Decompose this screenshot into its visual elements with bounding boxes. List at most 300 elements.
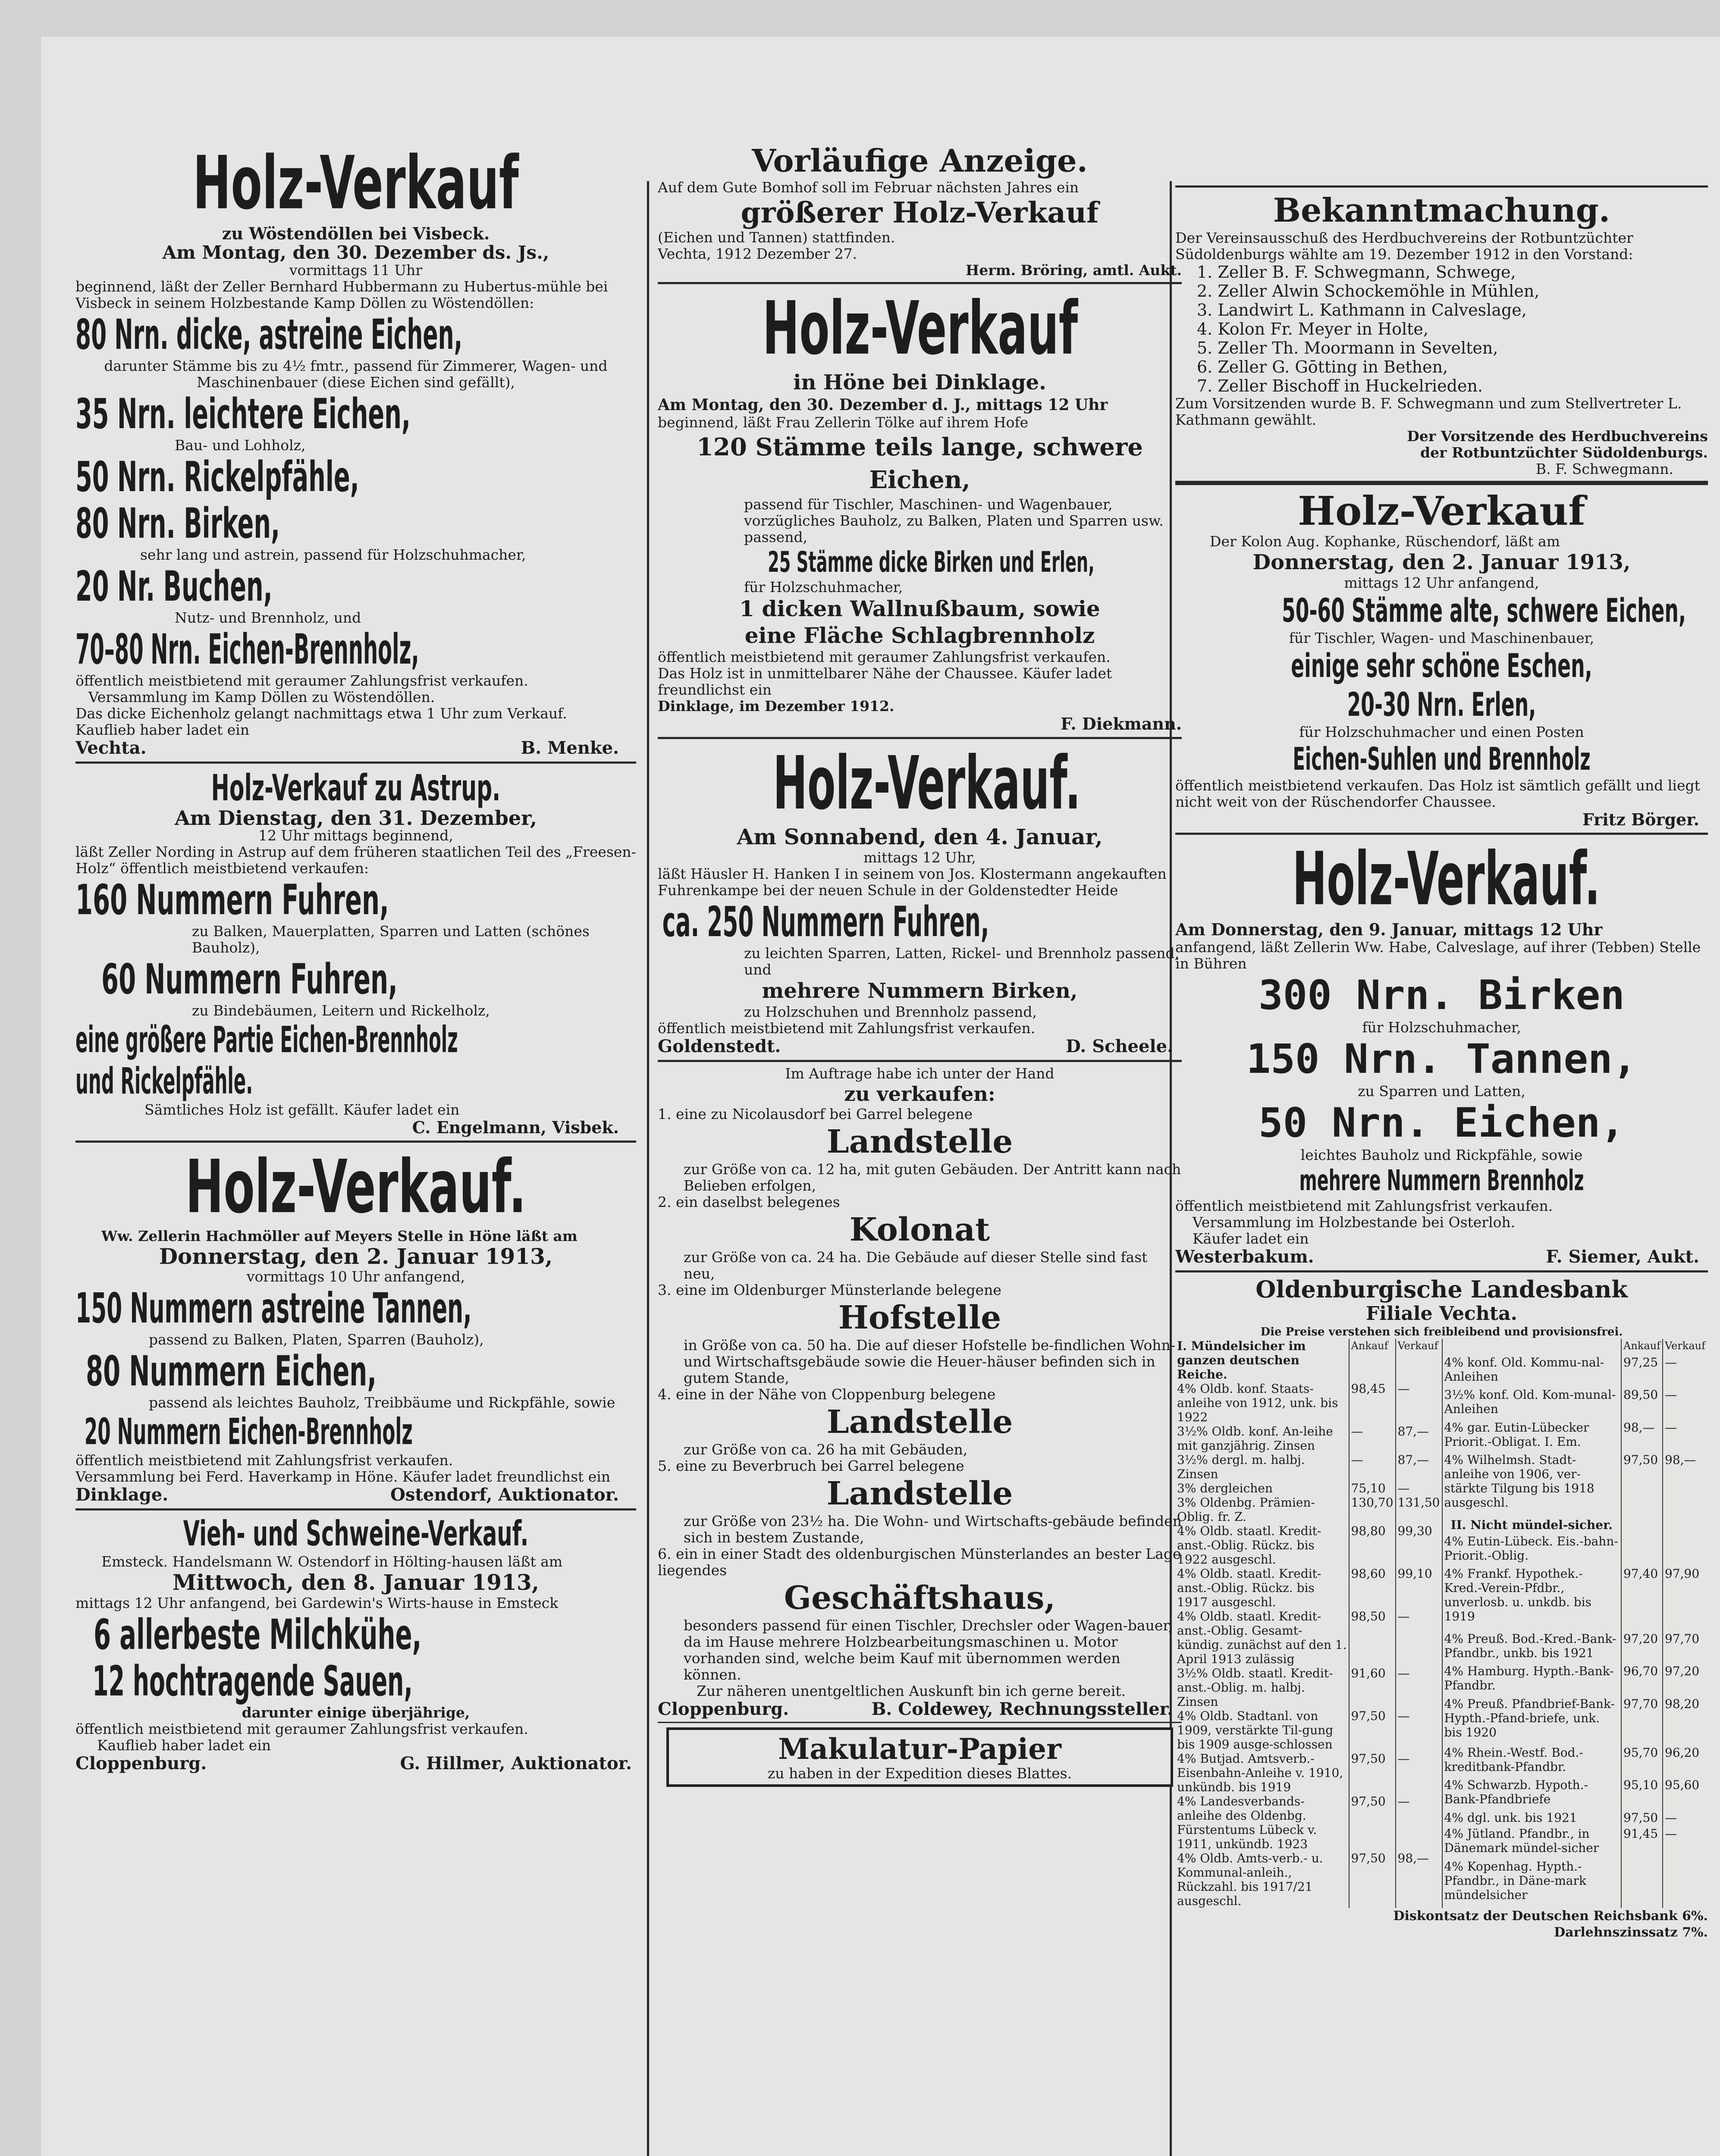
bank-title: Oldenburgische Landesbank bbox=[1255, 1276, 1628, 1303]
table-row bbox=[1442, 1827, 1708, 1859]
sig-place: Vechta. bbox=[75, 738, 147, 758]
security-name-cell: 4% Hamburg. Hypth.-Bank-Pfandbr. bbox=[1442, 1664, 1622, 1696]
offer-line: eine Fläche Schlagbrennholz bbox=[744, 623, 1095, 648]
ankauf-cell: 130,70 bbox=[1349, 1495, 1396, 1524]
offer-line: Eichen-Suhlen und Brennholz bbox=[1293, 741, 1591, 777]
ad-text: Zum Vorsitzenden wurde B. F. Schwegmann und zum Stellvertreter L. Kathmann gewählt. bbox=[1175, 395, 1682, 428]
table-row bbox=[1442, 1811, 1708, 1827]
ad-divider bbox=[1175, 481, 1708, 485]
ad-text: Auf dem Gute Bomhof soll im Februar nächsten Jahres ein bbox=[658, 179, 1079, 196]
sig-name: Ostendorf, Auktionator. bbox=[390, 1485, 619, 1505]
item-intro: 3. eine im Oldenburger Münsterlande belegene bbox=[658, 1282, 1001, 1298]
ad-divider bbox=[658, 1722, 1182, 1723]
verkauf-cell: — bbox=[1665, 1810, 1677, 1825]
security-name-cell: 4% Landesverbands-anleihe des Oldenbg. Fürstentums Lübeck v. 1911, unkündb. 1923 bbox=[1175, 1794, 1349, 1851]
ankauf-cell: 97,25 bbox=[1621, 1355, 1663, 1388]
ad-conditions: öffentlich meistbietend mit Zahlungsfrist verkaufen. bbox=[75, 1452, 453, 1469]
table-row bbox=[1175, 1752, 1442, 1794]
ad-divider bbox=[75, 1141, 636, 1143]
security-name-cell: 4% Jütland. Pfandbr., in Dänemark mündel-sicher bbox=[1442, 1827, 1622, 1859]
offer-detail: passend für Tischler, Maschinen- und Wagenbauer, vorzügliches Bauholz, zu Balken, Platen und Sparren usw. passend, bbox=[744, 496, 1164, 545]
table-header-row bbox=[1442, 1339, 1708, 1355]
ad-title: Holz-Verkauf zu Astrup. bbox=[211, 767, 501, 809]
sig-place: Dinklage. bbox=[75, 1485, 169, 1505]
ad-divider bbox=[1175, 1270, 1708, 1272]
bank-footer: Diskontsatz der Deutschen Reichsbank 6%. bbox=[1393, 1908, 1708, 1924]
table-header-cell: I. Mündelsicher im ganzen deutschen Reiche. bbox=[1175, 1339, 1349, 1382]
item-title: Landstelle bbox=[826, 1404, 1013, 1441]
table-row bbox=[1442, 1388, 1708, 1420]
table-row bbox=[1175, 1524, 1442, 1567]
ankauf-cell: 95,70 bbox=[1621, 1745, 1663, 1778]
offer-line: 300 Nrn. Birken bbox=[1259, 972, 1625, 1019]
ankauf-cell: 91,45 bbox=[1621, 1827, 1663, 1859]
ad-divider bbox=[658, 1060, 1182, 1062]
offer-detail: für Holzschuhmacher, bbox=[1362, 1019, 1521, 1036]
ad-intro: läßt Zeller Nording in Astrup auf dem früheren staatlichen Teil des „Freesen-Holz“ öffentlich meistbietend verkaufen: bbox=[75, 843, 636, 877]
ankauf-cell bbox=[1621, 1859, 1663, 1908]
ankauf-cell: 98,80 bbox=[1349, 1524, 1396, 1567]
ad-title: Holz-Verkauf bbox=[193, 142, 519, 226]
ad-signature: Herm. Bröring, amtl. Aukt. bbox=[966, 262, 1182, 279]
table-row bbox=[1442, 1534, 1708, 1567]
table-row bbox=[1175, 1666, 1442, 1709]
item-intro: 6. ein in einer Stadt des oldenburgischen Münsterlandes an bester Lage liegendes bbox=[658, 1545, 1181, 1579]
offer-detail: passend zu Balken, Platen, Sparren (Bauholz), bbox=[149, 1331, 484, 1348]
security-name-cell: 4% Rhein.-Westf. Bod.-kreditbank-Pfandbr. bbox=[1442, 1745, 1622, 1778]
ad-headline: größerer Holz-Verkauf bbox=[741, 196, 1099, 229]
offer-line: 50 Nrn. Eichen, bbox=[1259, 1100, 1625, 1147]
security-name-cell: 4% Oldb. konf. Staats-anleihe von 1912, unk. bis 1922 bbox=[1175, 1382, 1349, 1424]
verkauf-cell: — bbox=[1397, 1709, 1410, 1723]
ad-conditions: öffentlich meistbietend mit Zahlungsfrist verkaufen. bbox=[1175, 1197, 1553, 1214]
ad-conditions: Versammlung im Kamp Döllen zu Wöstendöllen. bbox=[88, 689, 435, 705]
table-row bbox=[1175, 1424, 1442, 1453]
offer-line: und Rickelpfähle. bbox=[75, 1060, 253, 1102]
offer-line: 80 Nrn. dicke, astreine Eichen, bbox=[75, 310, 463, 359]
ad-intro: Emsteck. Handelsmann W. Ostendorf in Hölting-hausen läßt am bbox=[101, 1553, 563, 1570]
table-row bbox=[1175, 1709, 1442, 1752]
ad-title: Holz-Verkauf. bbox=[773, 743, 1081, 826]
bank-note: Die Preise verstehen sich freibleibend und provisionsfrei. bbox=[1260, 1326, 1623, 1338]
sig-name: B. Coldewey, Rechnungssteller. bbox=[871, 1699, 1173, 1719]
sig-name: F. Siemer, Aukt. bbox=[1546, 1247, 1699, 1267]
ankauf-cell: 97,40 bbox=[1621, 1567, 1663, 1632]
column-1 bbox=[75, 142, 636, 2156]
ad-date: Donnerstag, den 2. Januar 1913, bbox=[159, 1244, 553, 1269]
sig-place: Cloppenburg. bbox=[658, 1699, 789, 1719]
ad-divider bbox=[75, 761, 636, 764]
offer-detail: für Holzschuhmacher, bbox=[744, 579, 903, 595]
ad-intro: anfangend, läßt Zellerin Ww. Habe, Calveslage, auf ihrer (Tebben) Stelle in Bühren bbox=[1175, 939, 1701, 972]
column-2 bbox=[658, 142, 1182, 2156]
security-name-cell: 3½% Oldb. staatl. Kredit-anst.-Oblig. m. halbj. Zinsen bbox=[1175, 1666, 1349, 1709]
member-item: 1. Zeller B. F. Schwegmann, Schwege, bbox=[1197, 263, 1516, 282]
vorlaeufige-anzeige bbox=[658, 142, 1182, 279]
table-row bbox=[1442, 1355, 1708, 1388]
offer-detail: darunter Stämme bis zu 4½ fmtr., passend für Zimmerer, Wagen- und Maschinenbauer (diese Eichen sind gefällt), bbox=[104, 357, 608, 391]
offer-line: mehrere Nummern Birken, bbox=[762, 979, 1078, 1003]
security-name-cell: 4% dgl. unk. bis 1921 bbox=[1442, 1811, 1622, 1827]
table-row bbox=[1175, 1495, 1442, 1524]
item-text: zur Größe von 23½ ha. Die Wohn- und Wirtschafts-gebäude befinden sich in bestem Zustande, bbox=[684, 1513, 1182, 1546]
verkauf-cell: 98,— bbox=[1665, 1452, 1696, 1467]
ad-conditions: Das Holz ist in unmittelbarer Nähe der Chaussee. Käufer ladet freundlichst ein bbox=[658, 665, 1112, 698]
offer-detail: sehr lang und astrein, passend für Holzschuhmacher, bbox=[140, 546, 526, 563]
ad-date: Am Donnerstag, den 9. Januar, mittags 12 Uhr bbox=[1175, 920, 1603, 939]
ad-signature bbox=[658, 1699, 1182, 1719]
offer-line: mehrere Nummern Brennholz bbox=[1299, 1164, 1584, 1197]
verkauf-cell: 87,— bbox=[1397, 1424, 1429, 1438]
ad-intro: Der Kolon Aug. Kophanke, Rüschendorf, läßt am bbox=[1210, 533, 1560, 550]
table-row bbox=[1442, 1567, 1708, 1632]
offer-line: 1 dicken Wallnußbaum, sowie bbox=[739, 596, 1100, 621]
security-name-cell: 3½% Oldb. konf. An-leihe mit ganzjährig. Zinsen bbox=[1175, 1424, 1349, 1453]
column-3 bbox=[1175, 142, 1708, 2156]
table-cell bbox=[1621, 1518, 1663, 1534]
security-name-cell: 4% Wilhelmsh. Stadt-anleihe von 1906, ver-stärkte Tilgung bis 1918 ausgeschl. bbox=[1442, 1453, 1622, 1518]
verkauf-cell: 87,— bbox=[1397, 1453, 1429, 1467]
item-text: besonders passend für einen Tischler, Drechsler oder Wagen-bauer, da im Hause mehrere Holzbearbeitungsmaschinen u. Motor vorhanden sind, welche beim Kauf mit übernommen werden können. bbox=[684, 1617, 1173, 1683]
offer-detail: passend als leichtes Bauholz, Treibbäume und Rickpfähle, sowie bbox=[149, 1394, 615, 1411]
ad-signature bbox=[75, 1485, 636, 1505]
ankauf-cell: 95,10 bbox=[1621, 1778, 1663, 1810]
ad-text: zu haben in der Expedition dieses Blattes. bbox=[767, 1765, 1072, 1782]
item-intro: 2. ein daselbst belegenes bbox=[658, 1194, 840, 1210]
ad-conditions: öffentlich meistbietend mit geraumer Zahlungsfrist verkaufen. bbox=[75, 672, 528, 689]
security-name-cell: 3% Oldenbg. Prämien-Oblig. fr. Z. bbox=[1175, 1495, 1349, 1524]
ad-intro: beginnend, läßt der Zeller Bernhard Hubbermann zu Hubertus-mühle bei Visbeck in seinem Holzbestande Kamp Döllen zu Wöstendöllen: bbox=[75, 278, 608, 311]
item-title: Landstelle bbox=[826, 1475, 1013, 1512]
table-row bbox=[1175, 1567, 1442, 1609]
table-row bbox=[1442, 1745, 1708, 1778]
security-name-cell: 4% gar. Eutin-Lübecker Priorit.-Obligat. I. Em. bbox=[1442, 1420, 1622, 1453]
immobilien-verkauf bbox=[658, 1065, 1182, 1719]
verkauf-cell: — bbox=[1397, 1794, 1410, 1808]
offer-line: 80 Nummern Eichen, bbox=[86, 1347, 377, 1395]
item-intro: 1. eine zu Nicolausdorf bei Garrel belegene bbox=[658, 1106, 973, 1122]
offer-line: 50 Nrn. Rickelpfähle, bbox=[75, 453, 359, 501]
ad-date: Am Dienstag, den 31. Dezember, bbox=[174, 806, 537, 830]
ad-signature bbox=[75, 1754, 636, 1774]
offer-line: 25 Stämme dicke Birken und Erlen, bbox=[768, 545, 1095, 579]
ankauf-cell: — bbox=[1349, 1453, 1396, 1481]
security-name-cell: 4% Frankf. Hypothek.-Kred.-Verein-Pfdbr., unverlosb. u. unkdb. bis 1919 bbox=[1442, 1567, 1622, 1632]
offer-line: eine größere Partie Eichen-Brennholz bbox=[75, 1018, 458, 1061]
verkauf-cell: 97,90 bbox=[1665, 1566, 1700, 1581]
makulatur-papier-box bbox=[666, 1727, 1173, 1787]
bank-subtitle: Filiale Vechta. bbox=[1366, 1303, 1517, 1325]
landesbank-kurszettel bbox=[1175, 1276, 1708, 1941]
ad-conditions: öffentlich meistbietend mit Zahlungsfrist verkaufen. bbox=[658, 1020, 1036, 1037]
ankauf-cell: 97,50 bbox=[1349, 1851, 1396, 1908]
verkauf-cell: — bbox=[1397, 1666, 1410, 1680]
ad-intro: läßt Häusler H. Hanken I in seinem von Jos. Klostermann angekauften Fuhrenkampe bei der neuen Schule in der Goldenstedter Heide bbox=[658, 865, 1167, 899]
ad-signature: Der Vorsitzende des Herdbuchvereins bbox=[1407, 428, 1708, 445]
offer-line: 150 Nummern astreine Tannen, bbox=[75, 1284, 472, 1332]
item-text: zur Größe von ca. 26 ha mit Gebäuden, bbox=[684, 1441, 968, 1458]
ad-signature: B. F. Schwegmann. bbox=[1535, 461, 1673, 477]
ad-title: Vorläufige Anzeige. bbox=[752, 142, 1088, 179]
ad-signature: C. Engelmann, Visbek. bbox=[412, 1118, 619, 1137]
table-row bbox=[1442, 1632, 1708, 1664]
verkauf-cell: 96,20 bbox=[1665, 1745, 1700, 1760]
ad-time: mittags 12 Uhr anfangend, bei Gardewin's Wirts-hause in Emsteck bbox=[75, 1595, 559, 1611]
security-name-cell: 4% Preuß. Bod.-Kred.-Bank-Pfandbr., unkb. bis 1921 bbox=[1442, 1632, 1622, 1664]
security-name-cell: 4% Oldb. staatl. Kredit-anst.-Oblig. Rückz. bis 1922 ausgeschl. bbox=[1175, 1524, 1349, 1567]
holz-verkauf-hoene bbox=[75, 1146, 636, 1505]
offer-detail: zu Bindebäumen, Leitern und Rickelholz, bbox=[192, 1002, 490, 1019]
offer-detail: Bau- und Lohholz, bbox=[175, 437, 306, 454]
ad-time: vormittags 10 Uhr anfangend, bbox=[246, 1268, 465, 1285]
offer-line: 50-60 Stämme alte, schwere Eichen, bbox=[1282, 591, 1686, 630]
ad-date: Donnerstag, den 2. Januar 1913, bbox=[1252, 550, 1631, 574]
rates-table-right bbox=[1442, 1339, 1708, 1908]
member-item: 3. Landwirt L. Kathmann in Calveslage, bbox=[1197, 301, 1527, 320]
member-item: 4. Kolon Fr. Meyer in Holte, bbox=[1197, 320, 1428, 338]
ad-time: mittags 12 Uhr, bbox=[863, 849, 976, 866]
security-name-cell: 4% Oldb. Stadtanl. von 1909, verstärkte Til-gung bis 1909 ausge-schlossen bbox=[1175, 1709, 1349, 1752]
ad-conditions: Das dicke Eichenholz gelangt nachmittags etwa 1 Uhr zum Verkauf. bbox=[75, 705, 567, 722]
ad-title: Makulatur-Papier bbox=[778, 1732, 1061, 1766]
table-header-cell: Verkauf bbox=[1397, 1340, 1438, 1352]
ad-intro: Ww. Zellerin Hachmöller auf Meyers Stelle in Höne läßt am bbox=[101, 1228, 578, 1244]
sig-name: B. Menke. bbox=[521, 738, 619, 758]
offer-line: einige sehr schöne Eschen, bbox=[1291, 646, 1592, 685]
ad-divider bbox=[1175, 833, 1708, 835]
rates-left-body bbox=[1175, 1382, 1442, 1908]
item-intro: 5. eine zu Beverbruch bei Garrel belegene bbox=[658, 1457, 964, 1474]
ankauf-cell: 98,60 bbox=[1349, 1567, 1396, 1609]
offer-detail: Nutz- und Brennholz, und bbox=[175, 609, 361, 626]
ankauf-cell: 96,70 bbox=[1621, 1664, 1663, 1696]
table-row bbox=[1442, 1453, 1708, 1518]
ad-date: Dinklage, im Dezember 1912. bbox=[658, 698, 895, 714]
ad-conditions: Kauflieb haber ladet ein bbox=[75, 721, 250, 738]
offer-detail: zu Balken, Mauerplatten, Sparren und Latten (schönes Bauholz), bbox=[192, 923, 590, 956]
ad-conditions: Versammlung bei Ferd. Haverkamp in Höne. Käufer ladet freundlichst ein bbox=[75, 1468, 611, 1485]
table-header-row bbox=[1175, 1339, 1442, 1382]
security-name-cell: 4% Kopenhag. Hypth.-Pfandbr., in Däne-mark mündelsicher bbox=[1442, 1859, 1622, 1908]
bank-footer: Darlehnszinssatz 7%. bbox=[1554, 1925, 1708, 1940]
offer-line: 60 Nummern Fuhren, bbox=[101, 955, 398, 1003]
item-title: Hofstelle bbox=[838, 1299, 1001, 1336]
ad-conditions: Kauflieb haber ladet ein bbox=[97, 1737, 271, 1754]
verkauf-cell: 97,70 bbox=[1665, 1631, 1700, 1646]
ad-title: Holz-Verkauf. bbox=[185, 1146, 526, 1230]
ad-title: Holz-Verkauf. bbox=[1292, 838, 1601, 922]
offer-detail: für Tischler, Wagen- und Maschinenbauer, bbox=[1289, 630, 1594, 646]
sig-name: D. Scheele. bbox=[1066, 1036, 1173, 1056]
verkauf-cell: — bbox=[1665, 1355, 1677, 1369]
item-text: Zur näheren unentgeltlichen Auskunft bin ich gerne bereit. bbox=[697, 1683, 1126, 1699]
item-text: zur Größe von ca. 24 ha. Die Gebäude auf dieser Stelle sind fast neu, bbox=[684, 1249, 1148, 1282]
ankauf-cell: 98,45 bbox=[1349, 1382, 1396, 1424]
security-name-cell: 4% Oldb. Amts-verb.- u. Kommunal-anleih., Rückzahl. bis 1917/21 ausgeschl. bbox=[1175, 1851, 1349, 1908]
ad-time: 12 Uhr mittags beginnend, bbox=[258, 827, 453, 844]
rates-table-left bbox=[1175, 1339, 1442, 1908]
ad-signature: der Rotbuntzüchter Südoldenburgs. bbox=[1420, 444, 1708, 461]
holz-verkauf-woestendoellen bbox=[75, 142, 636, 758]
verkauf-cell: — bbox=[1397, 1382, 1410, 1396]
ad-date: Am Sonnabend, den 4. Januar, bbox=[737, 824, 1103, 849]
verkauf-cell: — bbox=[1665, 1388, 1677, 1402]
holz-verkauf-goldenstedt bbox=[658, 743, 1182, 1056]
ankauf-cell bbox=[1621, 1534, 1663, 1567]
ankauf-cell: 97,50 bbox=[1349, 1752, 1396, 1794]
verkauf-cell: — bbox=[1665, 1420, 1677, 1435]
holz-verkauf-hoene-dinklage bbox=[658, 288, 1182, 733]
verkauf-cell bbox=[1663, 1534, 1707, 1567]
offer-line: 20 Nr. Buchen, bbox=[75, 562, 273, 611]
ad-title: Vieh- und Schweine-Verkauf. bbox=[183, 1514, 529, 1554]
vieh-und-schweine-verkauf bbox=[75, 1514, 636, 1774]
table-row bbox=[1175, 1481, 1442, 1495]
item-intro: 4. eine in der Nähe von Cloppenburg belegene bbox=[658, 1386, 996, 1403]
offer-line: 35 Nrn. leichtere Eichen, bbox=[75, 390, 411, 438]
table-row bbox=[1175, 1453, 1442, 1481]
verkauf-cell: 98,— bbox=[1397, 1851, 1429, 1865]
ad-time: vormittags 11 Uhr bbox=[289, 262, 423, 279]
ankauf-cell: 97,70 bbox=[1621, 1697, 1663, 1745]
member-item: 2. Zeller Alwin Schockemöhle in Mühlen, bbox=[1197, 282, 1540, 301]
ad-time: mittags 12 Uhr anfangend, bbox=[1344, 574, 1539, 591]
rates-right-body bbox=[1442, 1355, 1708, 1518]
security-name-cell: 4% Butjad. Amtsverb.-Eisenbahn-Anleihe v. 1910, unkündb. bis 1919 bbox=[1175, 1752, 1349, 1794]
offer-line: 20 Nummern Eichen-Brennholz bbox=[84, 1410, 413, 1453]
table-header-cell: Ankauf bbox=[1349, 1339, 1396, 1382]
security-name-cell: 4% Oldb. staatl. Kredit-anst.-Oblig. Gesamt-kündig. zunächst auf den 1. April 1913 zulässig bbox=[1175, 1609, 1349, 1666]
offer-detail: zu Holzschuhen und Brennholz passend, bbox=[744, 1003, 1037, 1020]
ad-title: Bekanntmachung. bbox=[1273, 191, 1610, 229]
table-row bbox=[1442, 1420, 1708, 1453]
security-name-cell: 3½% konf. Old. Kom-munal-Anleihen bbox=[1442, 1388, 1622, 1420]
offer-line: 150 Nrn. Tannen, bbox=[1246, 1036, 1637, 1083]
ad-conditions: Versammlung im Holzbestande bei Osterloh. bbox=[1193, 1214, 1516, 1231]
table-row bbox=[1442, 1859, 1708, 1908]
verkauf-cell: 131,50 bbox=[1397, 1495, 1440, 1510]
item-title: Geschäftshaus, bbox=[784, 1579, 1056, 1617]
table-row bbox=[1175, 1609, 1442, 1666]
offer-detail: zu Sparren und Latten, bbox=[1358, 1083, 1525, 1100]
ad-conditions: Käufer ladet ein bbox=[1193, 1230, 1309, 1247]
ad-headline: zu verkaufen: bbox=[844, 1082, 995, 1106]
sig-place: Cloppenburg. bbox=[75, 1753, 207, 1774]
table-row bbox=[1175, 1382, 1442, 1424]
ankauf-cell: 91,60 bbox=[1349, 1666, 1396, 1709]
ad-title: Holz-Verkauf bbox=[763, 288, 1078, 371]
table-header-cell bbox=[1442, 1339, 1622, 1355]
member-item: 6. Zeller G. Gōtting in Bethen, bbox=[1197, 357, 1448, 376]
ad-date: Am Montag, den 30. Dezember ds. Js., bbox=[162, 242, 549, 263]
ad-divider bbox=[75, 1508, 636, 1510]
ad-signature: Fritz Börger. bbox=[1582, 810, 1699, 829]
offer-detail: für Holzschuhmacher und einen Posten bbox=[1299, 724, 1584, 740]
item-text: in Größe von ca. 50 ha. Die auf dieser Hofstelle be-findlichen Wohn- und Wirtschaftsgebäude sowie die Heuer-häuser befinden sich in gutem Stande, bbox=[684, 1337, 1175, 1386]
offer-detail: darunter einige überjährige, bbox=[242, 1704, 470, 1721]
sig-name: G. Hillmer, Auktionator. bbox=[400, 1753, 632, 1774]
offer-line: ca. 250 Nummern Fuhren, bbox=[662, 898, 989, 946]
security-name-cell: 4% Oldb. staatl. Kredit-anst.-Oblig. Rückz. bis 1917 ausgeschl. bbox=[1175, 1567, 1349, 1609]
ad-intro: beginnend, läßt Frau Zellerin Tölke auf ihrem Hofe bbox=[658, 414, 1029, 431]
rates-table-wrapper bbox=[1175, 1339, 1708, 1908]
item-title: Kolonat bbox=[849, 1211, 990, 1248]
ad-date: Vechta, 1912 Dezember 27. bbox=[658, 245, 857, 262]
table-cell bbox=[1663, 1518, 1707, 1534]
offer-line: 12 hochtragende Sauen, bbox=[92, 1657, 413, 1705]
security-name-cell: 3½% dergl. m. halbj. Zinsen bbox=[1175, 1453, 1349, 1481]
ankauf-cell: 98,50 bbox=[1349, 1609, 1396, 1666]
ad-conditions: öffentlich meistbietend mit geraumer Zahlungsfrist verkaufen. bbox=[75, 1720, 528, 1737]
ad-intro: Im Auftrage habe ich unter der Hand bbox=[785, 1065, 1055, 1082]
ankauf-cell: 97,50 bbox=[1621, 1453, 1663, 1518]
verkauf-cell: — bbox=[1665, 1827, 1677, 1841]
offer-line: 80 Nrn. Birken, bbox=[75, 499, 280, 548]
verkauf-cell bbox=[1663, 1859, 1707, 1908]
security-name-cell: 4% Schwarzb. Hypoth.-Bank-Pfandbriefe bbox=[1442, 1778, 1622, 1810]
ankauf-cell: — bbox=[1349, 1424, 1396, 1453]
ad-conditions: Sämtliches Holz ist gefällt. Käufer ladet ein bbox=[144, 1101, 460, 1118]
ankauf-cell: 97,50 bbox=[1349, 1794, 1396, 1851]
verkauf-cell: 99,10 bbox=[1397, 1567, 1432, 1581]
offer-line: 70–80 Nrn. Eichen-Brennholz, bbox=[75, 625, 419, 674]
security-name-cell: 4% konf. Old. Kommu-nal-Anleihen bbox=[1442, 1355, 1622, 1388]
ad-title: Holz-Verkauf bbox=[1298, 489, 1585, 534]
ankauf-cell: 97,20 bbox=[1621, 1632, 1663, 1664]
table-header-row bbox=[1442, 1518, 1708, 1534]
ad-signature bbox=[658, 1037, 1182, 1056]
ad-signature bbox=[75, 738, 636, 758]
ad-location: in Höne bei Dinklage. bbox=[793, 370, 1046, 395]
sig-place: Westerbakum. bbox=[1175, 1247, 1314, 1267]
ankauf-cell: 75,10 bbox=[1349, 1481, 1396, 1495]
ad-divider bbox=[658, 282, 1182, 284]
member-item: 7. Zeller Bischoff in Huckelrieden. bbox=[1197, 376, 1483, 395]
offer-line: 6 allerbeste Milchkühe, bbox=[94, 1611, 422, 1659]
holz-verkauf-astrup bbox=[75, 767, 636, 1137]
table-row bbox=[1175, 1851, 1442, 1908]
verkauf-cell: 97,20 bbox=[1665, 1664, 1700, 1679]
bekanntmachung bbox=[1175, 191, 1708, 477]
security-name-cell: 4% Preuß. Pfandbrief-Bank-Hypth.-Pfand-briefe, unk. bis 1920 bbox=[1442, 1697, 1622, 1745]
table-header-cell: Verkauf bbox=[1665, 1340, 1705, 1352]
offer-line: 120 Stämme teils lange, schwere Eichen, bbox=[696, 433, 1143, 494]
ankauf-cell: 97,50 bbox=[1621, 1811, 1663, 1827]
sig-place: Goldenstedt. bbox=[658, 1036, 781, 1056]
security-name-cell: 4% Eutin-Lübeck. Eis.-bahn-Priorit.-Oblig. bbox=[1442, 1534, 1622, 1567]
verkauf-cell: 99,30 bbox=[1397, 1524, 1432, 1538]
item-title: Landstelle bbox=[826, 1123, 1013, 1160]
ad-intro: Der Vereinsausschuß des Herdbuchvereins der Rotbuntzüchter Südoldenburgs wählte am 19. Dezember 1912 in den Vorstand: bbox=[1175, 229, 1633, 263]
offer-detail: leichtes Bauholz und Rickpfähle, sowie bbox=[1300, 1147, 1583, 1163]
ad-divider bbox=[658, 737, 1182, 739]
offer-line: 160 Nummern Fuhren, bbox=[75, 876, 389, 924]
ad-date: Am Montag, den 30. Dezember d. J., mittags 12 Uhr bbox=[658, 396, 1108, 414]
ankauf-cell: 98,— bbox=[1621, 1420, 1663, 1453]
table-row bbox=[1442, 1778, 1708, 1810]
ad-signature: F. Diekmann. bbox=[1061, 714, 1182, 733]
table-row bbox=[1442, 1664, 1708, 1696]
ad-divider bbox=[1175, 185, 1708, 188]
ad-date: Mittwoch, den 8. Januar 1913, bbox=[172, 1570, 540, 1595]
ankauf-cell: 89,50 bbox=[1621, 1388, 1663, 1420]
rates-right2-body bbox=[1442, 1534, 1708, 1908]
column-rule-1 bbox=[647, 181, 649, 2156]
item-text: zur Größe von ca. 12 ha, mit guten Gebäuden. Der Antritt kann nach Belieben erfolgen, bbox=[684, 1161, 1181, 1194]
verkauf-cell: — bbox=[1397, 1609, 1410, 1623]
table-section-head: II. Nicht mündel-sicher. bbox=[1442, 1518, 1622, 1534]
ad-conditions: öffentlich meistbietend verkaufen. Das Holz ist sämtlich gefällt und liegt nicht weit von der Rüschendorfer Chaussee. bbox=[1175, 777, 1700, 810]
